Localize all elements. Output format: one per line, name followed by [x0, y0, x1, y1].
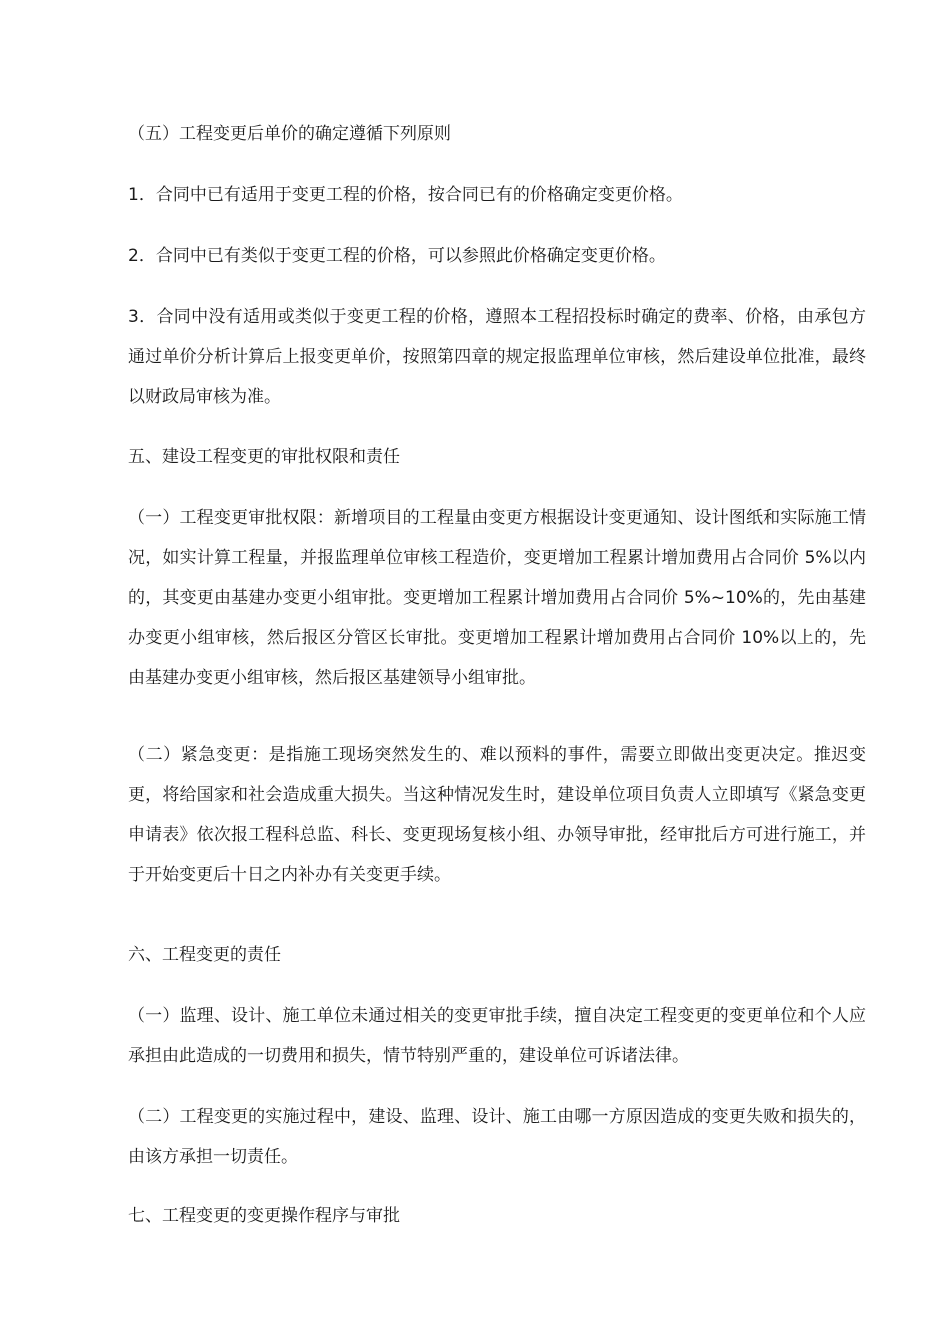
paragraph-responsibility-1: （一）监理、设计、施工单位未通过相关的变更审批手续，擅自决定工程变更的变更单位和个人应承担由此造成的一切费用和损失，情节特别严重的，建设单位可诉诸法律。: [128, 1006, 866, 1066]
subsection-heading-unit-price-principles: （五）工程变更后单价的确定遵循下列原则: [128, 124, 451, 144]
paragraph-approval-authority: （一）工程变更审批权限：新增项目的工程量由变更方根据设计变更通知、设计图纸和实际施工情况，如实计算工程量，并报监理单位审核工程造价，变更增加工程累计增加费用占合同价 5%以内的，其变更由基建办变更小组审批。变更增加工程累计增加费用占合同价 5%~10%的，先由基建办变更小组审核，然后报区分管区长审批。变更增加工程累计增加费用占合同价 10%以上的，先由基建办变更小组审核，然后报区基建领导小组审批。: [128, 508, 866, 688]
paragraph-responsibility-2: （二）工程变更的实施过程中，建设、监理、设计、施工由哪一方原因造成的变更失败和损失的，由该方承担一切责任。: [128, 1107, 866, 1167]
list-item-3: 3．合同中没有适用或类似于变更工程的价格，遵照本工程招投标时确定的费率、价格，由承包方通过单价分析计算后上报变更单价，按照第四章的规定报监理单位审核，然后建设单位批准，最终以财政局审核为准。: [128, 307, 866, 407]
list-item-1: 1．合同中已有适用于变更工程的价格，按合同已有的价格确定变更价格。: [128, 185, 683, 205]
section-heading-responsibility: 六、工程变更的责任: [128, 945, 281, 965]
section-heading-procedure: 七、工程变更的变更操作程序与审批: [128, 1206, 400, 1226]
section-heading-approval-authority: 五、建设工程变更的审批权限和责任: [128, 447, 400, 467]
list-item-2: 2．合同中已有类似于变更工程的价格，可以参照此价格确定变更价格。: [128, 246, 666, 266]
paragraph-emergency-change: （二）紧急变更：是指施工现场突然发生的、难以预料的事件，需要立即做出变更决定。推迟变更，将给国家和社会造成重大损失。当这种情况发生时，建设单位项目负责人立即填写《紧急变更申请表》依次报工程科总监、科长、变更现场复核小组、办领导审批，经审批后方可进行施工，并于开始变更后十日之内补办有关变更手续。: [128, 745, 866, 885]
